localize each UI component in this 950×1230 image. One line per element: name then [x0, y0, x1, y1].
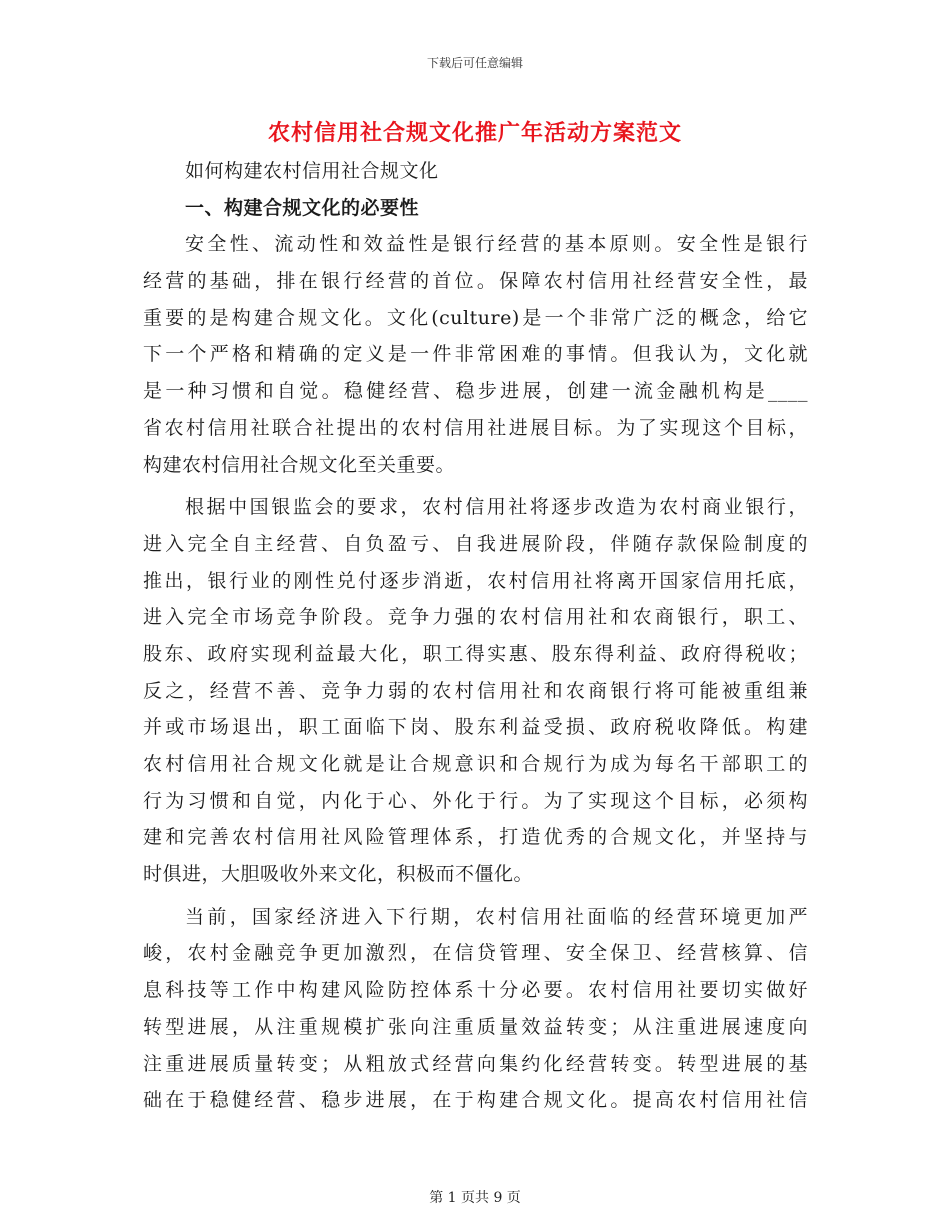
paragraph-line: 经营的基础，排在银行经营的首位。保障农村信用社经营安全性，最 [143, 270, 808, 293]
paragraph-line: 反之，经营不善、竞争力弱的农村信用社和农商银行将可能被重组兼 [143, 679, 808, 702]
paragraph-line: 根据中国银监会的要求，农村信用社将逐步改造为农村商业银行， [185, 496, 808, 519]
document-subtitle: 如何构建农村信用社合规文化 [185, 160, 439, 182]
paragraph-line: 进入完全自主经营、自负盈亏、自我进展阶段，伴随存款保险制度的 [143, 532, 808, 555]
paragraph-line: 并或市场退出，职工面临下岗、股东利益受损、政府税收降低。构建 [143, 716, 808, 739]
paragraph-line: 是一种习惯和自觉。稳健经营、稳步进展，创建一流金融机构是____ [143, 380, 808, 403]
paragraph-line: 重要的是构建合规文化。文化(culture)是一个非常广泛的概念，给它 [143, 306, 808, 329]
paragraph-line: 注重进展质量转变；从粗放式经营向集约化经营转变。转型进展的基 [143, 1052, 808, 1075]
document-body [143, 153, 808, 1119]
page-number: 第 1 页共 9 页 [429, 1190, 521, 1206]
paragraph-3 [143, 899, 808, 1119]
paragraph-line: 进入完全市场竞争阶段。竞争力强的农村信用社和农商银行，职工、 [143, 606, 808, 629]
paragraph-line: 下一个严格和精确的定义是一件非常困难的事情。但我认为，文化就 [143, 343, 808, 366]
paragraph-line: 础在于稳健经营、稳步进展，在于构建合规文化。提高农村信用社信 [143, 1089, 808, 1112]
document-title: 农村信用社合规文化推广年活动方案范文 [267, 121, 682, 146]
paragraph-line: 省农村信用社联合社提出的农村信用社进展目标。为了实现这个目标， [143, 416, 808, 439]
paragraph-line: 息科技等工作中构建风险防控体系十分必要。农村信用社要切实做好 [143, 979, 808, 1002]
paragraph-line: 建和完善农村信用社风险管理体系，打造优秀的合规文化，并坚持与 [143, 826, 808, 849]
paragraph-line: 安全性、流动性和效益性是银行经营的基本原则。安全性是银行 [185, 233, 808, 256]
paragraph-line: 构建农村信用社合规文化至关重要。 [143, 453, 456, 476]
paragraph-line: 峻，农村金融竞争更加激烈，在信贷管理、安全保卫、经营核算、信 [143, 942, 808, 965]
paragraph-line: 股东、政府实现利益最大化，职工得实惠、股东得利益、政府得税收； [143, 642, 808, 665]
section-heading: 一、构建合规文化的必要性 [185, 196, 420, 219]
paragraph-2 [143, 489, 808, 893]
paragraph-line: 农村信用社合规文化就是让合规意识和合规行为成为每名干部职工的 [143, 753, 808, 775]
page-header-note: 下载后可任意编辑 [426, 56, 523, 70]
paragraph-line: 推出，银行业的刚性兑付逐步消逝，农村信用社将离开国家信用托底， [143, 569, 808, 592]
paragraph-1 [143, 226, 808, 483]
paragraph-line: 当前，国家经济进入下行期，农村信用社面临的经营环境更加严 [185, 905, 808, 928]
paragraph-line: 行为习惯和自觉，内化于心、外化于行。为了实现这个目标，必须构 [143, 789, 808, 812]
paragraph-line: 转型进展，从注重规模扩张向注重质量效益转变；从注重进展速度向 [143, 1015, 808, 1038]
paragraph-line: 时俱进，大胆吸收外来文化，积极而不僵化。 [143, 863, 534, 886]
